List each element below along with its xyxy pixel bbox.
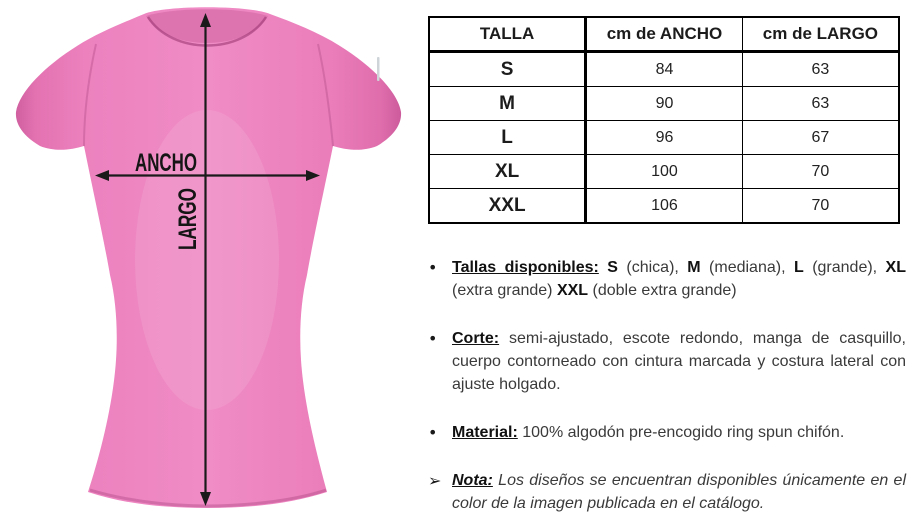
ancho-cell: 100 bbox=[586, 155, 743, 189]
largo-cell: 63 bbox=[742, 52, 899, 87]
size-abbrev: S bbox=[607, 259, 618, 276]
header-ancho: cm de ANCHO bbox=[586, 17, 743, 52]
detail-item-nota bbox=[428, 469, 906, 515]
table-row bbox=[429, 189, 899, 224]
detail-text-tallas bbox=[452, 256, 906, 302]
table-row bbox=[429, 155, 899, 189]
info-panel bbox=[428, 16, 906, 515]
bullet-dot-icon: • bbox=[428, 258, 438, 277]
width-label: ANCHO bbox=[135, 149, 197, 177]
bullet-dot-icon: • bbox=[428, 423, 438, 442]
detail-text-material bbox=[452, 421, 906, 444]
ancho-cell: 106 bbox=[586, 189, 743, 224]
size-desc: (grande), bbox=[803, 259, 886, 276]
table-row bbox=[429, 52, 899, 87]
size-desc: (doble extra grande) bbox=[588, 282, 737, 299]
size-abbrev: M bbox=[687, 259, 701, 276]
size-desc: (chica), bbox=[617, 259, 688, 276]
size-table-header-row bbox=[429, 17, 899, 52]
size-table bbox=[428, 16, 900, 224]
detail-body: Los diseños se encuentran disponibles únicamente en el color de la imagen publicada en el catálogo. bbox=[452, 472, 907, 512]
size-cell: S bbox=[429, 52, 586, 87]
largo-cell: 70 bbox=[742, 155, 899, 189]
detail-body: semi-ajustado, escote redondo, manga de casquillo, cuerpo contorneado con cintura marcada y costura lateral con ajuste holgado. bbox=[452, 330, 906, 393]
tshirt-figure bbox=[0, 0, 420, 515]
detail-text-corte bbox=[452, 327, 906, 396]
table-row bbox=[429, 87, 899, 121]
size-desc: (mediana), bbox=[700, 259, 794, 276]
size-desc: (extra grande) bbox=[452, 282, 557, 299]
largo-cell: 67 bbox=[742, 121, 899, 155]
detail-label: Tallas disponibles: bbox=[452, 259, 599, 276]
detail-label: Nota: bbox=[452, 472, 493, 489]
table-row bbox=[429, 121, 899, 155]
ancho-cell: 90 bbox=[586, 87, 743, 121]
size-cell: M bbox=[429, 87, 586, 121]
size-cell: XXL bbox=[429, 189, 586, 224]
details-list bbox=[428, 256, 906, 515]
ancho-cell: 84 bbox=[586, 52, 743, 87]
detail-label: Corte: bbox=[452, 330, 500, 347]
size-cell: L bbox=[429, 121, 586, 155]
detail-item-tallas bbox=[428, 256, 906, 302]
arrow-bullet-icon: ➢ bbox=[428, 471, 442, 490]
length-label: LARGO bbox=[174, 159, 202, 250]
header-talla: TALLA bbox=[429, 17, 586, 52]
size-abbrev: XL bbox=[885, 259, 906, 276]
size-abbrev: L bbox=[793, 259, 804, 276]
size-cell: XL bbox=[429, 155, 586, 189]
largo-cell: 63 bbox=[742, 87, 899, 121]
detail-label: Material: bbox=[452, 424, 518, 441]
detail-item-material bbox=[428, 421, 906, 444]
detail-item-corte bbox=[428, 327, 906, 396]
detail-text-nota bbox=[452, 469, 906, 515]
header-largo: cm de LARGO bbox=[742, 17, 899, 52]
bullet-dot-icon: • bbox=[428, 329, 438, 348]
sleeve-tag-mark bbox=[377, 57, 380, 81]
detail-body: 100% algodón pre-encogido ring spun chifón. bbox=[522, 424, 845, 441]
size-abbrev: XXL bbox=[556, 282, 589, 299]
ancho-cell: 96 bbox=[586, 121, 743, 155]
largo-cell: 70 bbox=[742, 189, 899, 224]
